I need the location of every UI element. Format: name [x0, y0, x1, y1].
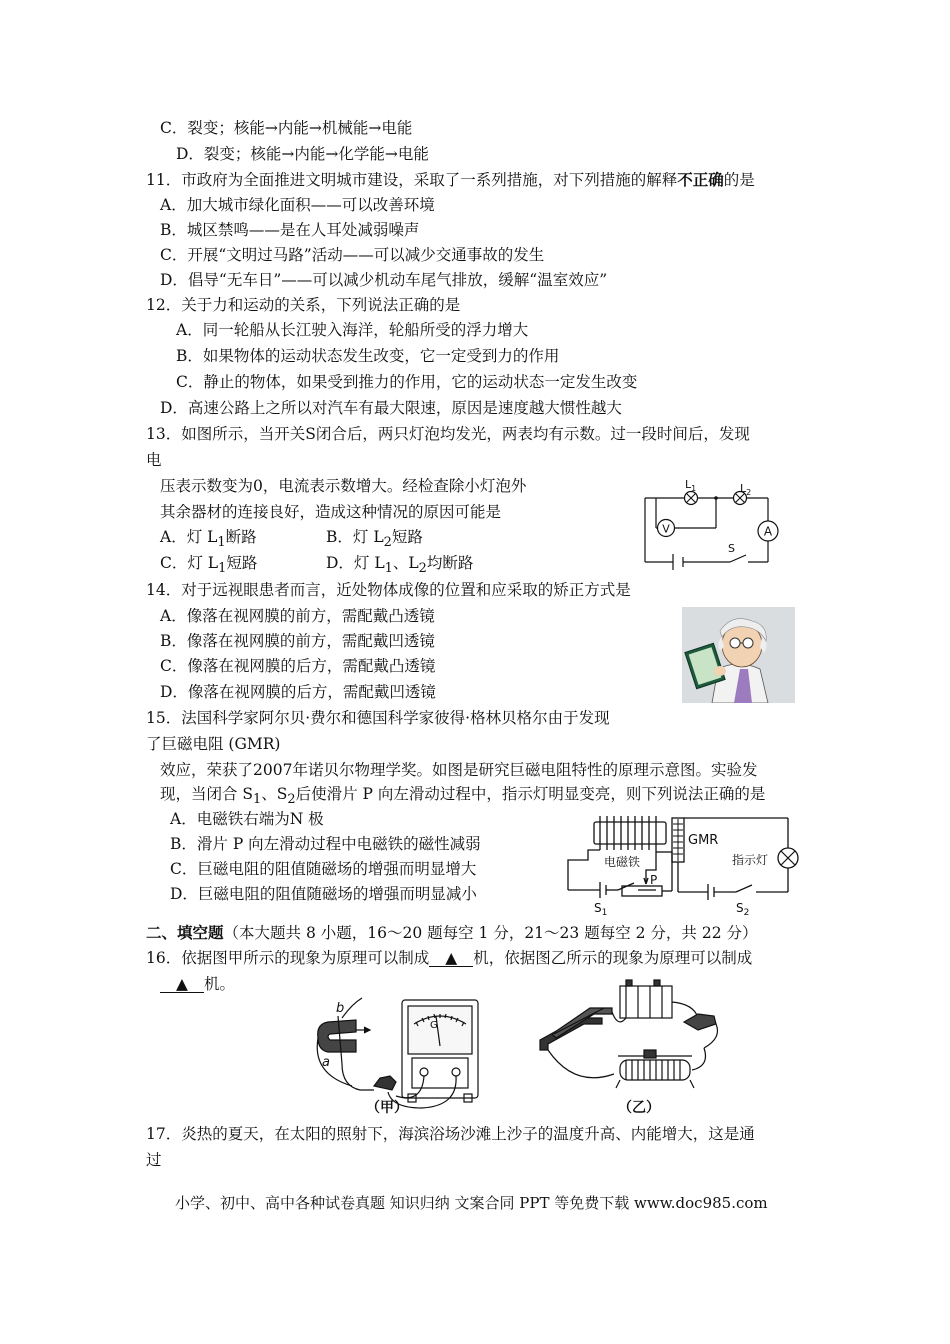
q13-stem-line3: 其余器材的连接良好，造成这种情况的原因可能是: [160, 503, 502, 521]
q10-option-c: C．裂变；核能→内能→机械能→电能: [160, 119, 413, 137]
q13-d-text: D．灯 L: [326, 554, 385, 572]
q11-option-a: A．加大城市绿化面积——可以改善环境: [160, 196, 435, 214]
q11-stem-emphasis: 不正确: [677, 170, 724, 189]
q16-blank-1[interactable]: ▲: [429, 950, 473, 967]
q15-line3-mid: 、S: [261, 785, 288, 803]
q15-stem-line2: 效应，荣获了2007年诺贝尔物理学奖。如图是研究巨磁电阻特性的原理示意图。实验发: [160, 761, 758, 779]
q13-option-a: [160, 527, 257, 553]
q13-c-sub: 1: [218, 561, 227, 577]
figure-yi-caption: （乙）: [618, 1100, 660, 1116]
q15-option-d: D．巨磁电阻的阻值随磁场的增强而明显减小: [170, 885, 477, 903]
s1-letter: S: [594, 901, 602, 915]
q15-line3-text: 现，当闭合 S: [160, 785, 254, 803]
section2-header: [146, 923, 758, 943]
q16-text-start: 16．依据图甲所示的现象为原理可以制成: [146, 949, 430, 967]
q13-b-text: B．灯 L: [326, 528, 384, 546]
figure-yi-motor-circuit: [534, 978, 740, 1106]
old-man-reading-image: [682, 607, 795, 703]
s1-sub: 1: [601, 908, 608, 918]
q13-stem-line1-wrap: 电: [146, 451, 162, 469]
q11-stem: [146, 170, 755, 190]
q15-stem-line3: [160, 784, 765, 810]
q13-option-c: [160, 553, 257, 579]
q11-stem-end: 的是: [723, 171, 755, 189]
electromagnet-label: 电磁铁: [604, 855, 641, 869]
q13-circuit-diagram: [640, 474, 800, 570]
q14-option-a: A．像落在视网膜的前方，需配戴凸透镜: [160, 607, 435, 625]
q16-text-mid: 机，依据图乙所示的现象为原理可以制成: [473, 949, 753, 967]
q11-stem-text: 11．市政府为全面推进文明城市建设，采取了一系列措施，对下列措施的解释: [146, 171, 678, 189]
gmr-circuit-diagram: [560, 812, 808, 920]
indicator-lamp-icon: [778, 848, 798, 868]
q11-option-c: C．开展“文明过马路”活动——可以减少交通事故的发生: [160, 246, 545, 264]
l1-letter: L: [685, 478, 692, 491]
lamp-l1-icon: [685, 492, 698, 505]
l1-sub: 1: [691, 484, 697, 493]
l2-sub: 2: [746, 488, 752, 497]
indicator-label: 指示灯: [732, 853, 769, 867]
q15-stem-line1-wrap: 了巨磁电阻 (GMR): [146, 735, 281, 753]
q14-stem: 14．对于远视眼患者而言，近处物体成像的位置和应采取的矫正方式是: [146, 581, 631, 599]
q13-d-end: 均断路: [426, 554, 474, 572]
l2-label: [740, 482, 751, 497]
q15-stem-line1: 15．法国科学家阿尔贝·费尔和德国科学家彼得·格林贝格尔由于发现: [146, 709, 610, 727]
section2-note: （本大题共 8 小题，16～20 题每空 1 分，21～23 题每空 2 分，共 22 分）: [223, 924, 758, 942]
q14-option-d: D．像落在视网膜的后方，需配戴凹透镜: [160, 683, 436, 701]
q12-option-d: D．高速公路上之所以对汽车有最大限速，原因是速度越大惯性越大: [160, 399, 622, 417]
q15-option-b: B．滑片 P 向左滑动过程中电磁铁的磁性减弱: [170, 835, 481, 853]
q12-option-c: C．静止的物体，如果受到推力的作用，它的运动状态一定发生改变: [176, 373, 638, 391]
q13-c-end: 短路: [226, 554, 258, 572]
q16-text-end: 机。: [204, 975, 236, 993]
q15-option-a: A．电磁铁右端为N 极: [170, 810, 324, 828]
q16-line1: [146, 948, 752, 968]
q13-b-sub: 2: [383, 535, 392, 551]
q11-option-b: B．城区禁鸣——是在人耳处减弱噪声: [160, 221, 420, 239]
q13-a-text: A．灯 L: [160, 528, 218, 546]
voltmeter-label: V: [662, 522, 670, 536]
q13-stem-line1: 13．如图所示，当开关S闭合后，两只灯泡均发光，两表均有示数。过一段时间后，发现: [146, 425, 750, 443]
q13-b-end: 短路: [391, 528, 423, 546]
q16-line2: [160, 974, 235, 994]
q13-c-text: C．灯 L: [160, 554, 219, 572]
l2-letter: L: [740, 482, 747, 495]
s2-letter: S: [736, 901, 744, 915]
switch-s-label: S: [728, 542, 735, 555]
q11-option-d: D．倡导“无车日”——可以减少机动车尾气排放，缓解“温室效应”: [160, 271, 608, 289]
figure-jia-caption: （甲）: [366, 1100, 408, 1116]
q15-line3-end: 后使滑片 P 向左滑动过程中，指示灯明显变亮，则下列说法正确的是: [295, 785, 766, 803]
q12-option-a: A．同一轮船从长江驶入海洋，轮船所受的浮力增大: [176, 321, 529, 339]
q15-option-c: C．巨磁电阻的阻值随磁场的增强而明显增大: [170, 860, 477, 878]
slider-p-label: P: [650, 873, 658, 887]
s1-label: [594, 901, 607, 918]
gmr-label: GMR: [688, 833, 719, 848]
q10-option-d: D．裂变；核能→内能→化学能→电能: [176, 145, 429, 163]
q17-line2: 过: [146, 1151, 162, 1169]
q13-option-b: [326, 527, 423, 553]
q14-option-b: B．像落在视网膜的前方，需配戴凹透镜: [160, 632, 435, 650]
q13-a-sub: 1: [217, 535, 226, 551]
q15-line3-sub1: 1: [253, 792, 262, 808]
section2-title: 二、填空题: [146, 923, 224, 942]
q13-option-d: [326, 553, 473, 579]
q17-line1: 17．炎热的夏天，在太阳的照射下，海滨浴场沙滩上沙子的温度升高、内能增大，这是通: [146, 1125, 755, 1143]
gmr-resistor-pattern: [673, 819, 683, 861]
s2-sub: 2: [743, 908, 750, 918]
q13-a-end: 断路: [225, 528, 257, 546]
page-footer: 小学、初中、高中各种试卷真题 知识归纳 文案合同 PPT 等免费下载 www.doc985.com: [175, 1194, 768, 1212]
q12-option-b: B．如果物体的运动状态发生改变，它一定受到力的作用: [176, 347, 560, 365]
q12-stem: 12．关于力和运动的关系，下列说法正确的是: [146, 296, 461, 314]
q13-stem-line2: 压表示数变为0，电流表示数增大。经检查除小灯泡外: [160, 477, 527, 495]
q15-line3-sub2: 2: [287, 792, 296, 808]
q14-option-c: C．像落在视网膜的后方，需配戴凸透镜: [160, 657, 436, 675]
wire-a-label: a: [322, 1055, 330, 1070]
q13-d-mid: 、L: [392, 554, 419, 572]
s2-label: [736, 901, 749, 918]
l1-label: [685, 478, 696, 493]
q13-d-sub1: 1: [384, 561, 393, 577]
q16-blank-2[interactable]: ▲: [160, 976, 204, 993]
ammeter-label: A: [763, 524, 773, 539]
q13-d-sub2: 2: [418, 561, 427, 577]
wire-b-label: b: [336, 1001, 345, 1016]
galvanometer-g-label: G: [430, 1020, 438, 1031]
